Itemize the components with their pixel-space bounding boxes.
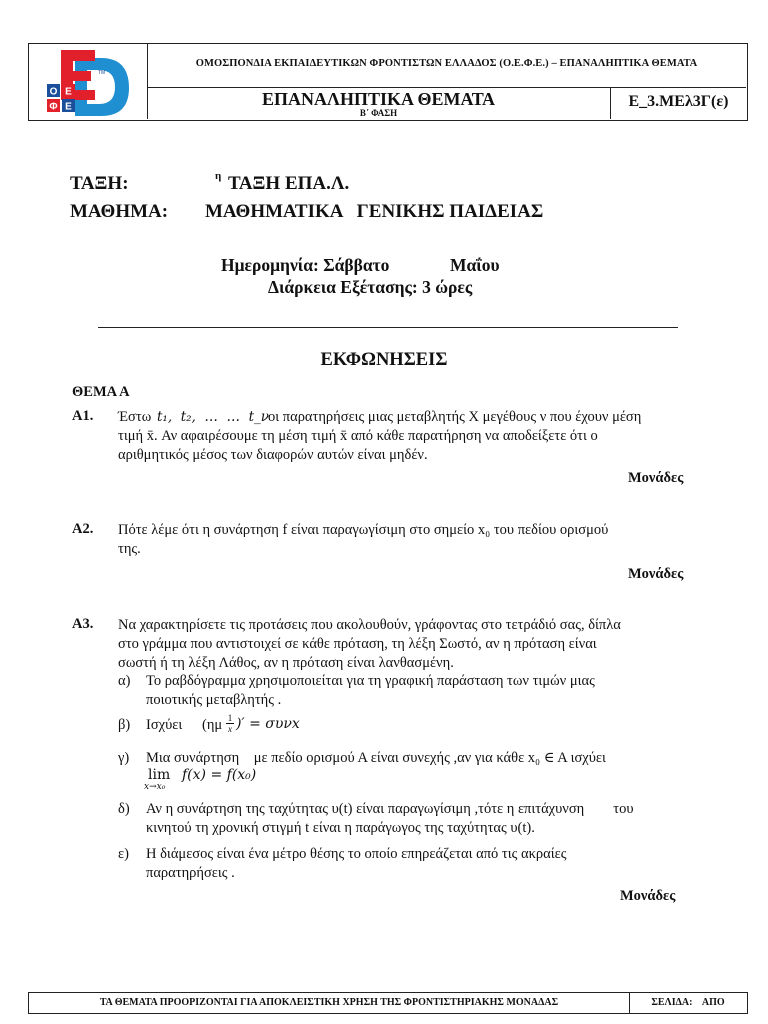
oefe-logo-icon bbox=[29, 44, 147, 119]
separator-line bbox=[98, 327, 678, 328]
theme-title: ΘΕΜΑ Α bbox=[72, 384, 130, 400]
exam-code: Ε_3.ΜΕλ3Γ(ε) bbox=[628, 93, 729, 110]
exam-title-cell bbox=[147, 87, 611, 119]
a3-item-b-formula-end: )′ = συνx bbox=[236, 716, 300, 732]
a3-item-b-text: Ισχύει bbox=[146, 717, 183, 733]
a3-item-e-line1: Η διάμεσος είναι ένα μέτρο θέσης το οποίο επηρεάζεται από τις ακραίες bbox=[146, 846, 567, 862]
a3-item-d-line2: κινητού τη χρονική στιγμή t είναι η παράγωγος της ταχύτητας υ(t). bbox=[146, 820, 535, 836]
exam-code-cell bbox=[611, 87, 746, 119]
a3-item-e-line2: παρατηρήσεις . bbox=[146, 865, 235, 881]
a3-line2: στο γράμμα που αντιστοιχεί σε κάθε πρόταση, τη λέξη Σωστό, αν η πρόταση είναι bbox=[118, 636, 597, 652]
a3-item-b-formula: (ημ bbox=[202, 717, 223, 733]
a3-item-b-fraction bbox=[226, 713, 234, 734]
exam-title: ΕΠΑΝΑΛΗΠΤΙΚΑ ΘΕΜΑΤΑ bbox=[262, 89, 495, 109]
a2-line2: της. bbox=[118, 541, 141, 557]
a3-marks: Μονάδες bbox=[620, 888, 676, 904]
date-label: Ημερομηνία: Σάββατο bbox=[221, 255, 390, 275]
a1-line3: αριθμητικός μέσος των διαφορών αυτών είναι μηδέν. bbox=[118, 447, 428, 463]
footer-box bbox=[28, 992, 748, 1014]
a3-item-c-lim: lim bbox=[148, 767, 171, 783]
class-sup: η bbox=[215, 170, 222, 182]
federation-title: ΟΜΟΣΠΟΝΔΙΑ ΕΚΠΑΙΔΕΥΤΙΚΩΝ ΦΡΟΝΤΙΣΤΩΝ ΕΛΛΑΔΟΣ (Ο.Ε.Φ.Ε.) – ΕΠΑΝΑΛΗΠΤΙΚΑ ΘΕΜΑΤΑ bbox=[195, 58, 698, 69]
footer-note: ΤΑ ΘΕΜΑΤΑ ΠΡΟΟΡΙΖΟΝΤΑΙ ΓΙΑ ΑΠΟΚΛΕΙΣΤΙΚΗ ΧΡΗΣΗ ΤΗΣ ΦΡΟΝΤΙΣΤΗΡΙΑΚΗΣ ΜΟΝΑΔΑΣ bbox=[99, 997, 559, 1008]
a3-line1: Να χαρακτηρίσετε τις προτάσεις που ακολουθούν, γράφοντας στο τετράδιό σας, δίπλα bbox=[118, 617, 621, 633]
a3-item-a-line1: Το ραβδόγραμμα χρησιμοποιείται για τη γραφική παράσταση των τιμών μιας bbox=[146, 673, 595, 689]
header-box bbox=[28, 43, 748, 121]
logo-tm: TM bbox=[98, 70, 106, 76]
a3-item-c-lim-sub: x→x₀ bbox=[144, 782, 166, 792]
a3-item-a-letter: α) bbox=[118, 673, 131, 689]
federation-cell bbox=[147, 44, 746, 88]
a3-item-a-line2: ποιοτικής μεταβλητής . bbox=[146, 692, 282, 708]
logo-cell bbox=[29, 44, 148, 119]
logo-letter-1: Ο bbox=[49, 86, 58, 98]
a3-item-b-frac-num: 1 bbox=[227, 713, 233, 723]
a3-item-c-line1: Μια συνάρτηση με πεδίο ορισμού Α είναι συνεχής ,αν για κάθε x₀ ∈ A ισχύει bbox=[146, 750, 606, 766]
footer-page-cell bbox=[629, 993, 747, 1013]
exam-duration: Διάρκεια Εξέτασης: 3 ώρες bbox=[268, 277, 473, 297]
a3-item-c-letter: γ) bbox=[118, 750, 130, 766]
a1-label: Α1. bbox=[72, 408, 94, 424]
a2-line1: Πότε λέμε ότι η συνάρτηση f είναι παραγωγίσιμη στο σημείο x₀ του πεδίου ορισμού bbox=[118, 522, 609, 538]
a1-line1-end: οι παρατηρήσεις μιας μεταβλητής Χ μεγέθους ν που έχουν μέση bbox=[268, 409, 642, 425]
a1-line1-start: Έστω bbox=[118, 409, 152, 425]
class-value: ΤΑΞΗ ΕΠΑ.Λ. bbox=[228, 173, 350, 194]
a2-label: Α2. bbox=[72, 521, 94, 537]
a3-item-b-frac-den: x bbox=[228, 724, 232, 734]
logo-letter-3: Φ bbox=[49, 101, 58, 113]
logo-letter-4: Ε bbox=[65, 101, 72, 113]
class-label: ΤΑΞΗ: bbox=[70, 173, 129, 194]
a1-line1-vars: t₁, t₂, … … t_ν bbox=[157, 409, 269, 425]
date-month: Μαΐου bbox=[450, 255, 500, 275]
footer-note-cell bbox=[29, 993, 630, 1013]
subject-label: ΜΑΘΗΜΑ: bbox=[70, 201, 169, 222]
subject-value: ΜΑΘΗΜΑΤΙΚΑ ΓΕΝΙΚΗΣ ΠΑΙΔΕΙΑΣ bbox=[205, 201, 544, 222]
a1-line2: τιμή x̄. Αν αφαιρέσουμε τη μέση τιμή x̄ από κάθε παρατήρηση να αποδείξετε ότι ο bbox=[118, 428, 598, 444]
footer-page: ΣΕΛΙΔΑ: ΑΠΟ bbox=[651, 997, 725, 1008]
a3-item-e-letter: ε) bbox=[118, 846, 129, 862]
a3-line3: σωστή ή τη λέξη Λάθος, αν η πρόταση είναι λανθασμένη. bbox=[118, 655, 454, 671]
a3-item-d-line1: Αν η συνάρτηση της ταχύτητας υ(t) είναι παραγωγίσιμη ,τότε η επιτάχυνση του bbox=[146, 801, 634, 817]
a3-label: Α3. bbox=[72, 616, 94, 632]
a1-marks: Μονάδες bbox=[628, 470, 684, 486]
a3-item-c-lim-expr: f(x) = f(x₀) bbox=[182, 767, 257, 783]
logo-letter-2: Ε bbox=[65, 86, 72, 98]
exam-phase: Β΄ ΦΑΣΗ bbox=[359, 108, 398, 118]
a3-item-b-letter: β) bbox=[118, 717, 131, 733]
a3-item-d-letter: δ) bbox=[118, 801, 130, 817]
a2-marks: Μονάδες bbox=[628, 566, 684, 582]
section-title: ΕΚΦΩΝΗΣΕΙΣ bbox=[320, 350, 448, 370]
